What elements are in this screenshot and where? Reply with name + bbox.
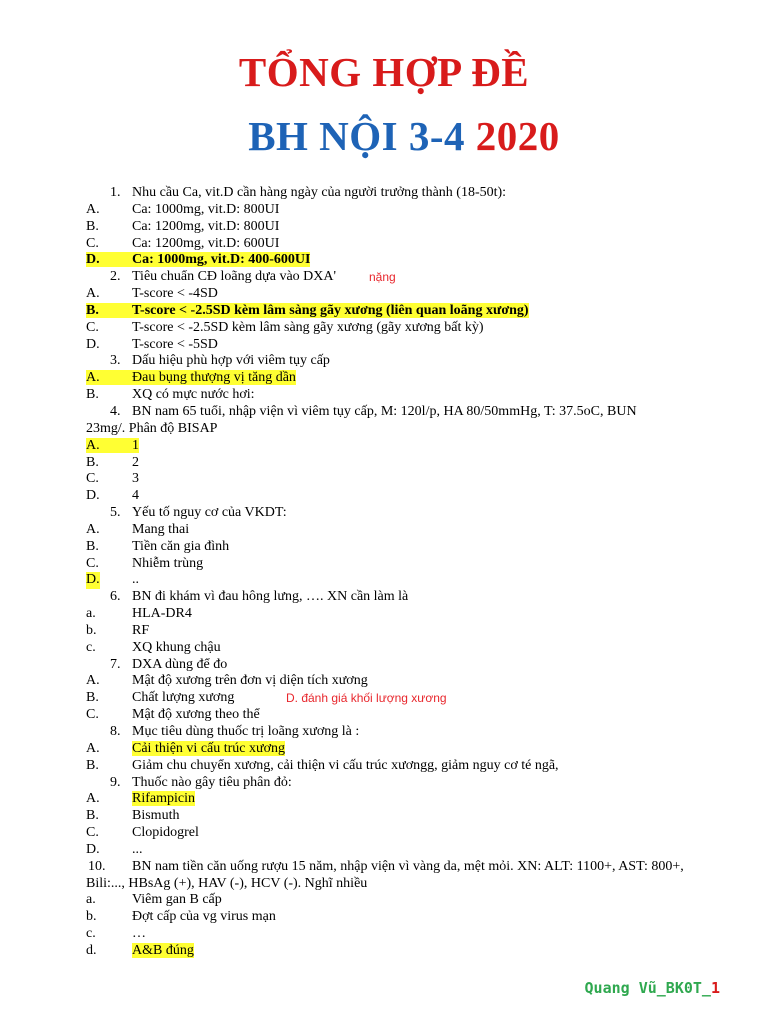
option-line: a. Viêm gan B cấp bbox=[86, 892, 222, 908]
option-line: A. Mang thai bbox=[86, 521, 190, 537]
option-line: B. Giảm chu chuyển xương, cải thiện vi cấu trúc xươngg, giảm nguy cơ té ngã, bbox=[86, 757, 559, 773]
question-3: 3. Dấu hiệu phù hợp với viêm tụy cấp bbox=[110, 353, 330, 369]
title-line-1: TỔNG HỢP ĐỀ bbox=[238, 49, 530, 95]
question-6: 6. BN đi khám vì đau hông lưng, …. XN cần làm là bbox=[110, 589, 409, 605]
option-line: A. T-score < -4SD bbox=[86, 286, 218, 302]
option-line: C. Nhiễm trùng bbox=[86, 555, 204, 571]
question-2: 2. Tiêu chuẩn CĐ loãng dựa vào DXA' nặng bbox=[110, 269, 396, 285]
option-line: c. XQ khung chậu bbox=[86, 639, 221, 655]
question-5: 5. Yếu tố nguy cơ của VKDT: bbox=[110, 505, 287, 521]
option-line: B. 2 bbox=[86, 454, 139, 470]
handwritten-note: nặng bbox=[369, 270, 396, 285]
title-year: 2020 bbox=[475, 113, 560, 159]
option-line: B. Tiền căn gia đình bbox=[86, 538, 230, 554]
option-line: C. Clopidogrel bbox=[86, 825, 199, 841]
answer-line: A. 1 bbox=[86, 437, 139, 453]
answer-line: D. .. bbox=[86, 572, 139, 588]
answer-line: A. Rifampicin bbox=[86, 791, 195, 807]
option-line: B. Ca: 1200mg, vit.D: 800UI bbox=[86, 218, 280, 234]
option-line: B. XQ có mực nước hơi: bbox=[86, 387, 255, 403]
option-line: D. 4 bbox=[86, 488, 139, 504]
option-line: C. Ca: 1200mg, vit.D: 600UI bbox=[86, 235, 280, 251]
option-line: D. T-score < -5SD bbox=[86, 336, 218, 352]
answer-line: A. Đau bụng thượng vị tăng dần bbox=[86, 370, 296, 386]
option-line: A. Ca: 1000mg, vit.D: 800UI bbox=[86, 201, 280, 217]
option-line: c. … bbox=[86, 926, 146, 942]
question-8: 8. Mục tiêu dùng thuốc trị loãng xương là : bbox=[110, 724, 360, 739]
option-line: b. Đợt cấp của vg virus mạn bbox=[86, 909, 276, 925]
option-line: B. Bismuth bbox=[86, 808, 180, 824]
option-line: D. ... bbox=[86, 841, 143, 857]
option-line: A. Mật độ xương trên đơn vị diện tích xương bbox=[86, 673, 368, 689]
question-4: 4. BN nam 65 tuổi, nhập viện vì viêm tụy cấp, M: 120l/p, HA 80/50mmHg, T: 37.5oC, BUN bbox=[110, 403, 637, 419]
question-list bbox=[86, 185, 726, 960]
title-line-2 bbox=[0, 112, 768, 160]
option-line: a. HLA-DR4 bbox=[86, 606, 192, 622]
option-line: b. RF bbox=[86, 622, 150, 638]
question-4-continued: 23mg/. Phân độ BISAP bbox=[86, 420, 218, 436]
question-7: 7. DXA dùng để đo bbox=[110, 656, 228, 672]
answer-line: B. T-score < -2.5SD kèm lâm sàng gãy xương (liên quan loãng xương) bbox=[86, 302, 529, 318]
footer-author: Quang Vũ_BK0T_ bbox=[584, 979, 711, 997]
title-subject: BH NỘI 3-4 bbox=[248, 113, 466, 159]
page-footer bbox=[585, 979, 720, 997]
question-9: 9. Thuốc nào gây tiêu phân đỏ: bbox=[110, 774, 292, 790]
option-line: C. 3 bbox=[86, 471, 139, 487]
page-number: 1 bbox=[710, 979, 720, 997]
option-line: B. Chất lượng xương D. đánh giá khối lượng xương bbox=[86, 690, 447, 706]
answer-line: A. Cải thiện vi cấu trúc xương bbox=[86, 740, 286, 756]
option-line: C. T-score < -2.5SD kèm lâm sàng gãy xương (gãy xương bất kỳ) bbox=[86, 319, 484, 335]
answer-line: d. A&B đúng bbox=[86, 942, 194, 958]
handwritten-note: D. đánh giá khối lượng xương bbox=[286, 691, 447, 706]
question-10: 10. BN nam tiền căn uống rượu 15 năm, nhập viện vì vàng da, mệt mỏi. XN: ALT: 1100+, AST: 800+, Bili:..., HBsAg (+), HAV (-), HCV (-). Nghĩ nhiều bbox=[86, 858, 684, 891]
option-line: C. Mật độ xương theo thể bbox=[86, 707, 260, 723]
answer-line: D. Ca: 1000mg, vit.D: 400-600UI bbox=[86, 252, 311, 268]
question-1: 1. Nhu cầu Ca, vit.D cần hàng ngày của người trưởng thành (18-50t): bbox=[110, 185, 507, 200]
